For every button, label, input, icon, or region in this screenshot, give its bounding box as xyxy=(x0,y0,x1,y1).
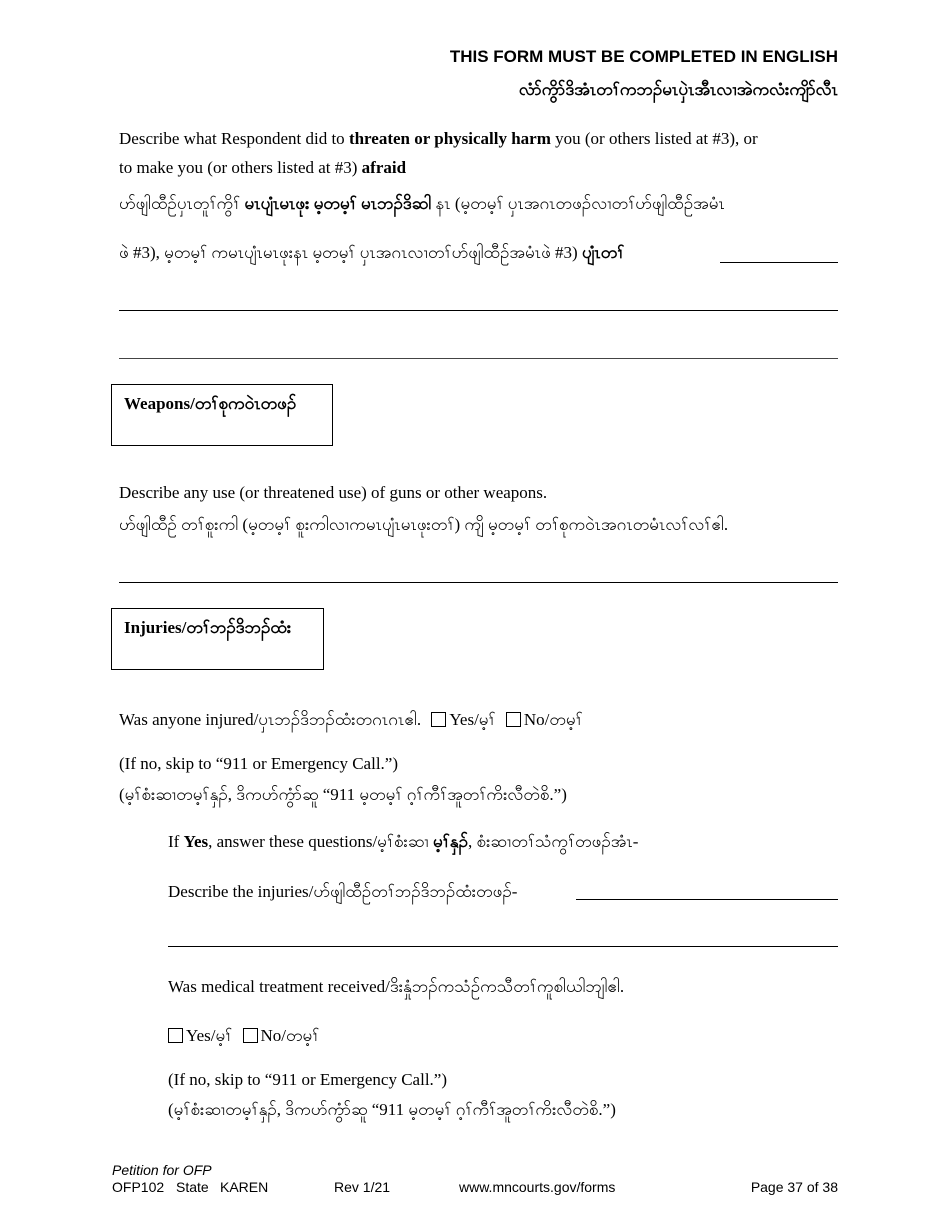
describe-prompt-en-line2 xyxy=(119,158,406,178)
footer-page-number: Page 37 of 38 xyxy=(750,1179,838,1195)
injuries-answer-line[interactable] xyxy=(168,946,838,947)
weapons-section-box xyxy=(111,384,333,446)
footer-language: KAREN xyxy=(220,1179,269,1195)
prompt-emphasis: ပျံၤတၢ် xyxy=(581,243,625,262)
prompt-text: you (or others listed at #3), or xyxy=(550,129,758,148)
prompt-emphasis: afraid xyxy=(361,158,407,177)
prompt-text: နၤ (မ့တမ့ၢ် ပှၤအဂၤတဖၣ်လၢတၢ်ဟ်ဖျါထီဉ်အမံၤ xyxy=(431,194,725,213)
medical-skip-kr: (မ့ၢ်စံးဆၢတမ့ၢ်နှၣ်, ဒိကဟ်ကွံာ်ဆူ “911 မ့တမ့ၢ် ဂ့ၢ်ကီၢ်အူတၢ်ကိးလီတဲစိ.”) xyxy=(168,1100,616,1119)
describe-prompt-en-line1 xyxy=(119,129,758,149)
weapons-answer-line[interactable] xyxy=(119,582,838,583)
injured-yes-label: Yes/မ့ၢ် xyxy=(449,710,496,729)
describe-prompt-kr-line1 xyxy=(119,193,725,218)
medical-no-checkbox[interactable] xyxy=(243,1028,258,1043)
prompt-emphasis: မၤပျံၤမၤဖုး မ့တမ့ၢ် မၤဘၣ်ဒိဆါ xyxy=(244,194,432,213)
medical-yes-label: Yes/မ့ၢ် xyxy=(186,1026,233,1045)
describe-injuries-prompt: Describe the injuries/ဟ်ဖျါထီဉ်တၢ်ဘၣ်ဒိဘၣ်ထံးတဖၣ်- xyxy=(168,882,518,901)
instruction-text: If xyxy=(168,832,184,851)
karen-required-notice: လံာ်ကွိာ်ဒိအံၤတၢ်ကဘၣ်မၤပှဲၤအီၤလၢအဲကလံးကျိာ်လီၤ xyxy=(518,80,838,99)
footer-website: www.mncourts.gov/forms xyxy=(459,1179,616,1195)
prompt-text: ဖဲ #3), မ့တမ့ၢ် ကမၤပျံၤမၤဖုးနၤ မ့တမ့ၢ် ပှၤအဂၤလၢတၢ်ဟ်ဖျါထီဉ်အမံၤဖဲ #3) xyxy=(119,243,582,262)
injured-yes-checkbox[interactable] xyxy=(431,712,446,727)
medical-treatment-options xyxy=(168,1025,319,1050)
injuries-answer-line[interactable] xyxy=(576,899,838,900)
prompt-text: to make you (or others listed at #3) xyxy=(119,158,362,177)
prompt-text: Describe what Respondent did to xyxy=(119,129,349,148)
instruction-emphasis: မ့ၢ်နှၣ် xyxy=(433,832,469,851)
medical-skip-en: (If no, skip to “911 or Emergency Call.”) xyxy=(168,1070,448,1089)
injured-skip-en: (If no, skip to “911 or Emergency Call.”) xyxy=(119,754,399,773)
if-yes-instruction xyxy=(168,831,638,856)
injured-question-row xyxy=(119,709,583,734)
threat-answer-line[interactable] xyxy=(720,262,838,263)
prompt-emphasis: threaten or physically harm xyxy=(348,129,551,148)
footer-form-number: OFP102 xyxy=(112,1179,165,1195)
medical-no-label: No/တမ့ၢ် xyxy=(260,1026,320,1045)
threat-answer-line[interactable] xyxy=(119,310,838,311)
footer-state: State xyxy=(176,1179,209,1195)
medical-treatment-question: Was medical treatment received/ဒိးနှုံဘၣ်ကသံဉ်ကသီတၢ်ကူစါယါဘျါဧါ. xyxy=(168,977,625,996)
weapons-section-title: Weapons/တၢ်စုကဝဲၤတဖၣ် xyxy=(124,394,297,413)
injuries-section-box xyxy=(111,608,324,670)
injured-skip-kr: (မ့ၢ်စံးဆၢတမ့ၢ်နှၣ်, ဒိကဟ်ကွံာ်ဆူ “911 မ့တမ့ၢ် ဂ့ၢ်ကီၢ်အူတၢ်ကိးလီတဲစိ.”) xyxy=(119,785,567,804)
injured-no-label: No/တမ့ၢ် xyxy=(523,710,583,729)
injuries-section-title: Injuries/တၢ်ဘၣ်ဒိဘၣ်ထံး xyxy=(124,618,292,637)
injured-question: Was anyone injured/ပှၤဘၣ်ဒိဘၣ်ထံးတဂၤဂၤဧါ. xyxy=(119,710,422,729)
weapons-prompt-en: Describe any use (or threatened use) of guns or other weapons. xyxy=(119,483,548,502)
threat-answer-line[interactable] xyxy=(119,358,838,359)
instruction-emphasis: Yes xyxy=(183,832,209,851)
medical-yes-checkbox[interactable] xyxy=(168,1028,183,1043)
english-required-notice: THIS FORM MUST BE COMPLETED IN ENGLISH xyxy=(449,47,838,66)
injured-no-checkbox[interactable] xyxy=(506,712,521,727)
instruction-text: , စံးဆၢတၢ်သံကွၢ်တဖၣ်အံၤ- xyxy=(468,832,639,851)
describe-prompt-kr-line2 xyxy=(119,242,624,267)
prompt-text: ဟ်ဖျါထီဉ်ပှၤတူၢ်ကွိၢ် xyxy=(119,194,245,213)
footer-revision: Rev 1/21 xyxy=(334,1179,391,1195)
weapons-prompt-kr: ဟ်ဖျါထီဉ် တၢ်စူးကါ (မ့တမ့ၢ် စူးကါလၢကမၤပျံၤမၤဖုးတၢ်) ကျိ မ့တမ့ၢ် တၢ်စုကဝဲၤအဂၤတမံၤလၢ်လၢ်ဧါ. xyxy=(119,515,729,534)
footer-form-title: Petition for OFP xyxy=(112,1162,212,1178)
instruction-text: , answer these questions/မ့ၢ်စံးဆၢ xyxy=(208,832,434,851)
